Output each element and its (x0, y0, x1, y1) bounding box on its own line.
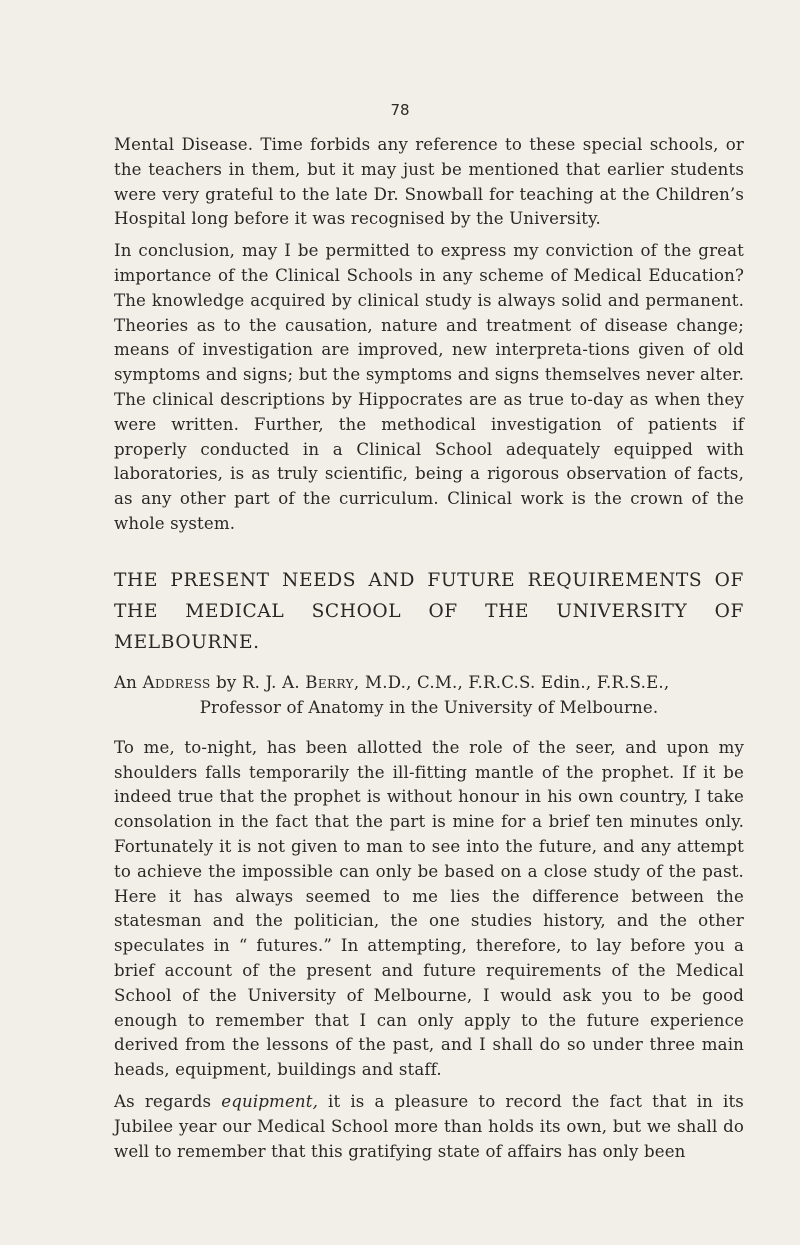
equipment-lead: As regards (114, 1091, 212, 1111)
address-byline (114, 670, 744, 720)
author-title: Professor of Anatomy in the University of Melbourne. (199, 697, 659, 717)
body-text (114, 133, 744, 1164)
address-by: by R. J. A. (216, 672, 300, 692)
paragraph-equipment (114, 1090, 744, 1164)
address-author-line (114, 670, 744, 695)
equipment-italic: equipment, (221, 1091, 318, 1111)
paragraph-conclusion: In conclusion, may I be permitted to express my conviction of the great importance of the Clinical Schools in any scheme of Medical Education? The knowledge acquired by clinical study is always solid and permanent. Theories as to the causation, nature and treatment of disease change; means of investigation are improved, new interpreta-tions given of old symptoms and signs; but the symptoms and signs themselves never alter. The clinical descriptions by Hippocrates are as true to-day as when they were written. Further, the methodical investigation of patients if properly conducted in a Clinical School adequately equipped with laboratories, is as truly scientific, being a rigorous observation of facts, as any other part of the curriculum. Clinical work is the crown of the whole system. (114, 241, 744, 533)
address-word: Address (142, 672, 211, 692)
author-name: Berry, (305, 672, 360, 692)
equipment-rest: it is a pleasure to record the fact that in its Jubilee year our Medical School more than holds its own, but we shall do well to remember that this gratifying state of affairs has only been (114, 1091, 744, 1161)
paragraph-seer: To me, to-night, has been allotted the role of the seer, and upon my shoulders falls temporarily the ill-fitting mantle of the prophet. If it be indeed true that the prophet is without honour in his own country, I take consolation in the fact that the part is mine for a brief ten minutes only. Fortunately it is not given to man to see into the future, and any attempt to achieve the impossible can only be based on a close study of the past. Here it has always seemed to me lies the difference between the statesman and the politician, the one studies history, and the other speculates in “ futures.” In attempting, therefore, to lay before you a brief account of the present and future requirements of the Medical School of the University of Melbourne, I would ask you to be good enough to remember that I can only apply to the future experience derived from the lessons of the past, and I shall do so under three main heads, equipment, buildings and staff. (114, 737, 744, 1080)
author-degrees: M.D., C.M., F.R.C.S. Edin., F.R.S.E., (365, 672, 670, 692)
page-number: 78 (390, 101, 410, 119)
paragraph-mental-disease: Mental Disease. Time forbids any reference to these special schools, or the teachers in them, but it may just be mentioned that earlier students were very grateful to the late Dr. Snowball for teaching at the Children’s Hospital long before it was recognised by the University. (114, 135, 744, 229)
address-prefix: An (114, 672, 138, 692)
section-heading: THE PRESENT NEEDS AND FUTURE REQUIREMENTS OF THE MEDICAL SCHOOL OF THE UNIVERSITY OF MELBOURNE. (114, 569, 744, 653)
